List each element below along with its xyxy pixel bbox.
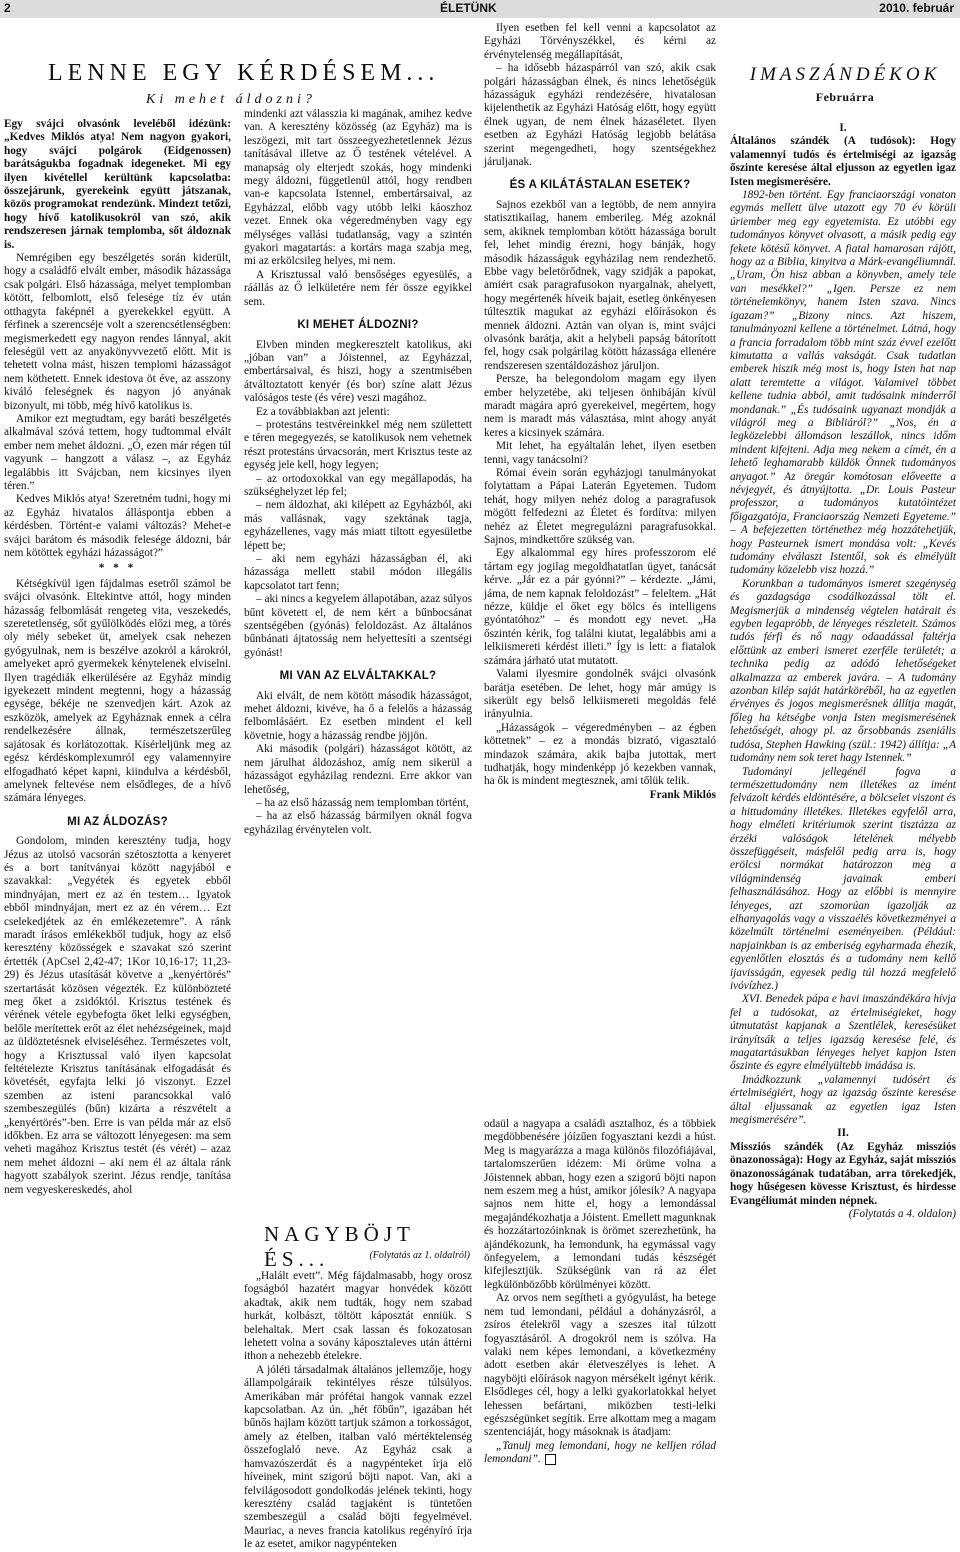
paragraph: Aki elvált, de nem kötött második házasságot, mehet áldozni, kivéve, ha ő a felelős a házasság felbomlásáért. Ez esetben mindent el kell követnie, hogy a házasság rendbe jöjjön. [244, 689, 472, 742]
paragraph: Imádkozzunk „valamennyi tudósért és értelmiségiért, hogy az igazság őszinte keresése által eljussanak az egyetlen igaz Isten megismerésére”. [730, 1073, 956, 1127]
paragraph: Nemrégiben egy beszélgetés során kiderült, hogy a családfő elvált ember, második házassága csak polgári. Első házassága, melyet templomban kötött, felbomlott, első felesége tíz év után otthagyta faképnél a gyerekekkel együtt. A férfinek a szerencséje volt a szerencsétlenségben: megismerkedett egy nagyon rendes lánnyal, akit feleségül vett az anyakönyvvezető előtt. Mit is tehetett volna mást, hiszen templomi házasságot nem köthetett. Ennek idestova öt éve, az asszony kiváló feleségnek és nagyon jó anyának bizonyult, mi több, még hívő katolikus is. [4, 252, 231, 412]
paragraph: Római évein során egyházjogi tanulmányokat folytattam a Pápai Laterán Egyetemen. Tudom tehát, hogy milyen nehéz dolog a paragrafusok mögött felfedezni az Életet és fordítva: milyen nehéz az Életet megregulázni paragrafusokkal. Sajnos, mindkettőre szükség van. [484, 467, 716, 547]
prayer-intentions-month: Februárra [815, 90, 875, 104]
italic-quote: „Tanulj meg lemondani, hogy ne kelljen rólad lemondani”. [484, 1439, 716, 1466]
intention-general: Általános szándék (A tudósok): Hogy valamennyi tudós és értelmiségi az igazság őszinte keresése által eljusson az egyetlen igaz Isten megismerésére. [730, 135, 956, 188]
issue-date: 2010. február [879, 1, 954, 15]
column-2 [244, 108, 472, 837]
article-title: LENNE EGY KÉRDÉSEM... [48, 60, 440, 86]
paragraph: Aki második (polgári) házasságot kötött, az nem járulhat áldozáshoz, amíg nem sikerül a házasságot egyházilag rendezni. Erre akkor van lehetőség, [244, 743, 472, 796]
column-4 [730, 122, 956, 1221]
paragraph: Mit lehet, ha egyáltalán lehet, ilyen esetben tenni, vagy tanácsolni? [484, 440, 716, 466]
paragraph: Sajnos ezekből van a legtöbb, de nem annyira statisztikailag, hanem emberileg. Még azoknál sem, akiknek templomban kötött házassága borult fel, lehet mindig érezni, hogy bánják, hogy második házasságuk egyházilag nem rendezhető. Ebbe vagy beletörődnek, vagy szidják a papokat, amiért csak paragrafusokon nyargalnak, ahelyett, hogy megértenék híveik bajait, esetleg önkényesen túltesztik magukat az egyházi előírásokon és mennek áldozni. Aztán van olyan is, mint svájci olvasónk barátja, akit a helybeli papság bátorított fel, hogy csak polgárilag kötött házassága ellenére rendszeresen szentáldozáshoz járuljon. [484, 198, 716, 372]
paragraph: Kétségkívül igen fájdalmas esetről számol be svájci olvasónk. Eltekintve attól, hogy minden házasság felbomlását rengeteg vita, veszekedés, szeretetlenség, sőt gyűlölködés előzi meg, a törés oly mély sebeket üt, amelyek csak nehezen gyógyulnak, nem is beszélve azokról a károkról, amelyeket apró gyermekek kénytelenek elviselni. Ilyen tragédiák elkerülésére az Egyház mindig igyekezett mindent megtenni, hogy a házasság egysége, békéje ne szenvedjen kárt. Azok az eszközök, amelyek az Egyháznak ennek a célra rendelkezésére állnak, természetszerűleg sajátosak és korlátozottak. Kísérleljünk meg az egész kérdéskomplexumról egy valamennyire elfogadható képet kapni, kiindulva a kérdésből, amelynek feltevése nem elsődleges, de a hívő számára lényeges. [4, 577, 231, 805]
section-heading: MI AZ ÁLDOZÁS? [67, 815, 168, 828]
column-3-bottom [484, 1118, 716, 1467]
paragraph: 1892-ben történt. Egy franciaországi vonaton egymás mellett ülve utazott egy 70 év körüli úriember meg egy egyetemista. Ez utóbbi egy tudományos könyvet olvasott, a másik pedig egy fekete kötésű könyvet. A fiatal hamarosan rájött, hogy az a Biblia, kinyitva a Márk-evangéliumnál. „Uram, Ön hisz abban a könyvben, amely tele van mesékkel?” „Igen. Persze ez nem történelemkönyv, hanem Isten szava. Nincs igazam?” „Bizony nincs. Azt hiszem, tanulmányozni kellene a történelmet. Látná, hogy a francia forradalom több mint száz évvel ezelőtt kimutatta a vallás vakságát. Csak tudatlan emberek hiszik még most is, hogy Isten hat nap alatt teremtette a világot. Valamivel többet kellene tudnia abból, amit tudósaink minderről mondanak.” „És tudósaink ugyanazt mondják a világról meg a Bibliáról?” „Nos, én a legközelebbi állomáson leszállok, nincs időm mindent kifejteni. Adja meg nekem a címét, én a lehető leghamarabb küldök Önnek tudományos anyagot.” Az öregúr komótosan előveette a névjegyét, és átnyújtotta. „Dr. Louis Pasteur professzor, a tudományos kutatóintézet főigazgatója, Franciaország Nemzeti Egyeteme.” – A befejezetten történethez még hozzátehetjük, hogy Pasteurnek ismert mondása volt: „Kevés tudomány elválaszt Istentől, sok és elmélyült tudomány közelebb visz hozzá.” [730, 189, 956, 577]
paragraph: – az ortodoxokkal van egy megállapodás, ha szükséghelyzet lép fel; [244, 472, 472, 498]
paragraph: Kedves Miklós atya! Szeretném tudni, hogy mi az Egyház hivatalos álláspontja ebben a kérdésben. Történt-e valami változás? Mehet-e svájci barátom és második felesége áldozni, bár nem kötöttek egyházi házasságot?” [4, 493, 231, 559]
column-1 [4, 118, 231, 1197]
paragraph: Gondolom, minden keresztény tudja, hogy Jézus az utolsó vacsorán szétosztotta a kenyeret és a bort tanítványai között nagyjából e szavakkal: „Vegyétek és egyetek ebből mindnyájan, mert ez az én testem… Igyatok ebből mindnyájan, mert ez az én vérem… Ezt cselekedjétek az én emlékezetemre”. A ránk maradt írásos emlékekből tudjuk, hogy az első keresztény közösségek e szavakat szó szerint értették (ApCsel 2,42-47; 1Kor 10,16-17; 11,23-29) és Jézus utasítását követve a „kenyértörés” szertartását közösen végezték. Ez különbözteté meg őket a zsidóktól. Krisztus testének és vérének vétele egybefogta őket lelki egységben, belőle merítettek erőt az élet nehézségeinek, majd az üldöztetésnek elviseléséhez. Természetes volt, hogy a Krisztussal való ilyen kapcsolat feltételezte Krisztus tanításának elfogadását és követését, egyfajta lelki jó viszonyt. Ezzel szemben az isteni parancsokkal való szembeszegülés (bűn) kizárta a részvételt a „kenyértörés”-ben. Erre is van példa már az első időkben. Ez arra se változott lényegesen: ma sem veheti magához Krisztus testét (és vérét) – azaz nem mehet áldozni – aki nem él az általa ránk hagyott szabályok szerint. Jézus rendje, tanítása nem vegyeskereskedés, ahol [4, 835, 231, 1196]
paragraph: – ha idősebb házaspárról van szó, akik csak polgári házasságban élnek, és nincs lehetőségük házasságuk egyházi rendezésére, hivatalosan kijelenthetik az Egyházi Hatóság előtt, hogy együtt élnek ugyan, de nem élnek házaséletet. Ilyen esetben az Egyházi Hatóság legjobb belátása szerint megengedheti, hogy szentségekhez járuljanak. [484, 62, 716, 169]
intention-missionary: Missziós szándék (Az Egyház missziós önazonossága): Hogy az Egyház, saját missziós önazonosságának tudatában, arra törekedjék, hogy hűségesen kövesse Krisztust, és hirdesse Evangéliumát minden népnek. [730, 1140, 956, 1207]
section-separator: * * * [98, 562, 137, 575]
paragraph: – ha az első házasság bármilyen oknál fogva egyházilag érvénytelen volt. [244, 810, 472, 836]
paragraph: XVI. Benedek pápa e havi imaszándékára hívja fel a tudósokat, az értelmiségieket, hogy útmutatást kapjanak a Szentlélek, keresésüket irányítsák a teljes igazság keresése felé, és magatartásukban lényeges helyet kapjon Isten őszinte és egyre elmélyültebb imádása is. [730, 993, 956, 1073]
paragraph: „Halált evett”. Még fájdalmasabb, hogy orosz fogságból hazatért magyar honvédek között akadtak, akik nem tudták, hogy nem szabad hurkát, kolbászt, töltött káposztát enniük. S belehaltak. Mert csak lassan és fokozatosan lehetett volna a sovány káposztaleves után áttérni ithon a nehezebb ételekre. [244, 1270, 472, 1363]
paragraph: – ha az első házasság nem templomban történt, [256, 796, 469, 809]
column-2-bottom [244, 1270, 472, 1552]
paragraph: Ilyen esetben fel kell venni a kapcsolatot az Egyházi Törvényszékkel, és kérni az érvénytelenség megállapítását, [484, 22, 716, 61]
lede-paragraph: Egy svájci olvasónk leveléből idézünk: „Kedves Miklós atya! Nem nagyon gyakori, hogy svájci polgárok (Eidgenossen) barátságukba fogadnak idegeneket. Mi egy ilyen kivétellel kerültünk kapcsolatba: összejárunk, gyerekeink együtt játszanak, közös programokat rendezünk. Mindezt tetőzi, hogy hívő katolikusokról van szó, akik rendszeresen járnak templomba, sőt áldoznak is. [4, 118, 231, 251]
paragraph [484, 1440, 716, 1467]
section-heading: KI MEHET ÁLDOZNI? [297, 319, 419, 332]
paragraph: Elvben minden megkeresztelt katolikus, aki „jóban van” a Jóistennel, az Egyházzal, embertársaival, és hiszi, hogy a szentmisében átváltoztatott kenyér (és bor) színe alatt Jézus valóságos teste (és vére) veszi magához. [244, 338, 472, 405]
paragraph: Valami ilyesmire gondolnék svájci olvasónk barátja esetében. De lehet, hogy már amúgy is sikerült egy belső lelkiismereti megoldás felé irányulnia. [484, 668, 716, 721]
page-number: 2 [4, 1, 11, 15]
paragraph: – aki nincs a kegyelem állapotában, azaz súlyos bűnt követett el, de nem kért a bűnbocsánat szentségében (gyónás) feloldozást. Az általános bűnbánati ájtatosság nem helyettesíti a szentségi gyónást! [244, 593, 472, 659]
paragraph: odaül a nagyapa a családi asztalhoz, és a többiek megdöbbenésére jóízűen fogyasztani kezdi a húst. Meg is magyarázza a maga különös filozófiájával, tartalomszerűen idézem: Mi örüme volna a Jóistennek abban, hogy ezen a szigorú böjti napon nem eszem meg a húst, amikor jólesik? A nagyapa sajnos nem hitte el, hogy a lemondással megajándékozhatja a Jóistent. Emellett magunknak és hozzátartozóinknak is örömet szerezhetünk, ha ajándékozunk, ha lemondunk, ha egymással vagy önfegyelem, a lemondani tudás készségét kifejlesztjük. Szükségünk van rá az élet legkülönbözőbb körülményei között. [484, 1118, 716, 1291]
paragraph: Ez a továbbiakban azt jelenti: [256, 405, 390, 418]
paragraph: A jóléti társadalmak általános jellemzője, hogy állampolgáraik tekintélyes része túlsúlyos. Amerikában már prófétai hangok vannak ezzel kapcsolatban. Az ún. „hét főbűn”, igazában hét bűnős hajlam között tartjuk számon a torkosságot, amely az ételben, italban való mértéktelenség összefoglaló neve. Az Egyház csak a hamvazószerdát és a nagypénteket írja elő híveinek, mint szigorú böjti napot. Van, aki a felvilágosodott gondolkodás jelének tekinti, hogy keresztény család tagjaként is tüntetően szembeszegül a család böjti fegyelmével. Mauriac, a neves francia katolikus regényíró írja le az esetet, amikor nagypénteken [244, 1363, 472, 1551]
paragraph: Persze, ha belegondolom magam egy ilyen ember helyzetébe, aki teljesen önhibáján kívül maradt magára apró gyerekeivel, megértem, hogy nem is maradt más választása, mint ahogy anyát keres a kicsinyek számára. [484, 373, 716, 439]
section-heading: MI VAN AZ ELVÁLTAKKAL? [279, 670, 437, 683]
paragraph: Korunkban a tudományos ismeret szegénység és gazdagsága csodálkozással tölt el. Megismerjük a mindenség végtelen határait és egyben legapróbb, de lényeges részleteit. Számos tudós férfi és nő nagy odaadással faltérja előttünk az emberi ismeret ezerféle területét; a technika pedig az adódó lehetőségeket alkalmazza az emberek javára. – A tudomány azonban kilép saját határköréből, ha az egyetlen érvényes és jogos megismerésnek állítja magát, főleg ha kétségbe vonja Isten megismerésének lehetőségét, ahogy pl. az őrsobbanás zseniális tudósa, Stephen Hawking (szül.: 1942) állítja: „A tudomány nem sok teret hagy Istennek.” [730, 577, 956, 765]
roman-numeral: I. [839, 122, 847, 134]
continued-note: (Folytatás az 1. oldalról) [369, 1250, 470, 1261]
article-subtitle: Ki mehet áldozni? [146, 92, 316, 107]
author-signature: Frank Miklós [649, 788, 716, 801]
paragraph: – protestáns testvéreinkkel még nem születtett e téren megegyezés, se katolikusok nem vehetnek részt protestáns úrvacsorán, mert Krisztus teste az egység jele kell, hogy legyen; [244, 418, 472, 472]
nagybojt-title: NAGYBÖJT ÉS... [264, 1222, 415, 1271]
continued-note: (Folytatás a 4. oldalon) [848, 1207, 956, 1220]
paragraph: Tudományi jellegénél fogva a természettudomány nem illetékes az imént felvázolt kérdés eldöntésére, a bölcselet viszont és a hittudomány illetékes. Illetékes egyfelől arra, hogy elméleti kritériumok szerint tisztázza az érzéki valóságok lételének mélyebb összefüggéseit, másfelől pedig arra is, hogy erölcsi normákat határozzon meg a világmindenség javainak emberi felhasználásához. Hogy az előbbi is mennyire lényeges, azt szomorúan igazolják az elhanyagolás vagy a visszaélés következményei a közelmúlt történelmi eseményeiben. (Például: napjainkban is az emberiség egyharmada éhezik, egyenlőtlen elosztás és a tudomány nem kellő ijavisságán, egyesek pedig túl hozzá megfelelő ivóvízhez.) [730, 765, 956, 992]
paragraph: – nem áldozhat, aki kilépett az Egyházból, aki más vallásnak, vagy szektának tagja, egyházellenes, vagy más miatt tiltott egyesületbe lépett be; [244, 499, 472, 552]
magazine-name: ÉLETÜNK [440, 1, 497, 15]
paragraph: mindenki azt válasszia ki magának, amihez kedve van. A keresztény közösség (az Egyház) ma is leszögezi, mit tart összeegyezhetetlennek Jézus tanításával illetve az Ő testének vételével. A manapság oly elterjedt szokás, hogy mindenki megy áldozni, függetlenül attól, hogy rendben van-e kapcsolata Istennel, embertársaival, az Egyházzal, előbb vagy utóbb lelki káoszhoz vezet. Ennek oka végeredményben vagy egy mélységes vallási tudatlanság, vagy a szintén gyakori magatartás: a kortárs maga szabja meg, mi az erkölcsileg helyes, mi nem. [244, 108, 472, 268]
paragraph: – aki nem egyházi házasságban él, aki házassága mellett stabil módon illegális kapcsolatot tart fenn; [244, 553, 472, 592]
roman-numeral: II. [837, 1127, 849, 1140]
paragraph: Amikor ezt megtudtam, egy baráti beszélgetés alkalmával szóvá tettem, hogy tudtommal elvált ember nem mehet áldozni. „Ó, ezen már régen túl vagyunk – hangzott a válasz –, az Egyház legalábbis itt Svájcban, nem kicsinyes ilyen téren.” [4, 412, 231, 492]
paragraph: Az orvos nem segítheti a gyógyulást, ha betege nem tud lemondani, például a dohányzásról, a zsíros ételekről vagy a szeszes ital túlzott fogyasztásáról. A drogokról nem is szólva. Ha valaki nem képes lemondani, a következmény adott esetben akár életveszélyes is lehet. A nagyböjti előírások nagyon mérsékelt igényt kérik. Elsődleges cél, hogy a lelki gyakorlatokkal helyet lehessen befártani, miközben testi-lelki egészségünket segítik. Erre alkottam meg a magam szentenciáját, hogy másoknak is átadjam: [484, 1292, 716, 1439]
paragraph: Egy alkalommal egy híres professzorom elé tártam egy jogilag megoldhatatlan ügyet, tanácsát kérve. „Jár ez a pár gyónni?” – kérdezte. „Jámi, jáma, de nem kapnak feloldozást” – feleltem. „Hát nézze, küldje el őket egy bölcs és intelligens gyóntatóhoz” – és mondott egy nevet. „Ha őszintén kérik, fog találni kiutat, legalábbis ami a lelkiismereti kérdést illeti.” Így is lett: a fiatalok számára járható utat mutatott. [484, 547, 716, 667]
paragraph: A Krisztussal való bensőséges egyesülés, a ráállás az Ő lelkületére nem fér össze egyikkel sem. [244, 268, 472, 308]
paragraph: „Házasságok – végeredményben – az égben köttetnek” – ez a mondás bizrató, vigasztaló mindazok számára, akik bajba jutottak, mert tudhatják, hogy mindenképp jó kezekben vannak, ha ők is mindent megtesznek, ami tőlük telik. [484, 721, 716, 788]
prayer-intentions-title: IMASZÁNDÉKOK [749, 64, 941, 85]
page-header [0, 0, 960, 18]
section-heading: ÉS A KILÁTÁSTALAN ESETEK? [509, 179, 691, 192]
column-3 [484, 22, 716, 802]
end-of-article-icon [545, 1454, 556, 1465]
